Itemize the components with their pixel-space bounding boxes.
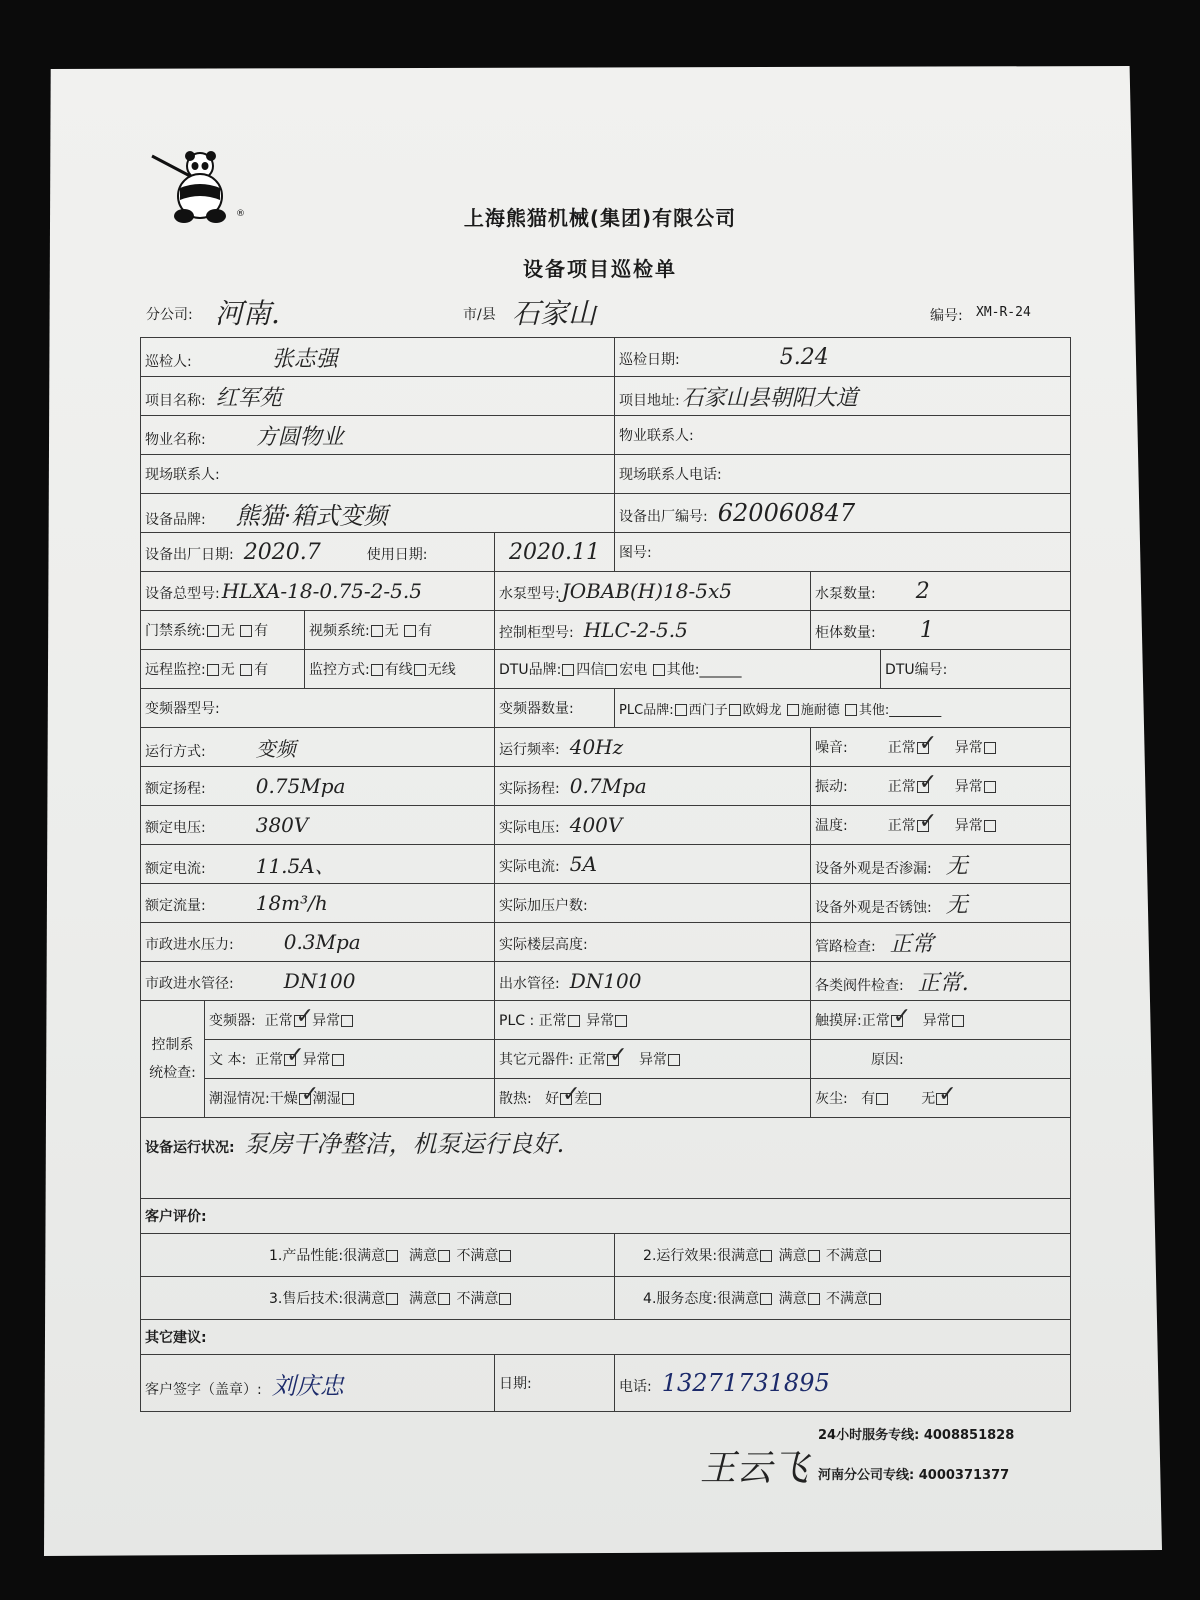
other-suggestions-label: 其它建议:	[145, 1330, 207, 1346]
normal-label: 正常	[578, 1052, 607, 1068]
eval2-very-checkbox[interactable]	[760, 1250, 772, 1262]
normal-label: 正常	[887, 818, 916, 834]
eval4-very-checkbox[interactable]	[760, 1293, 772, 1305]
project-name-value: 红军苑	[215, 385, 282, 411]
customer-eval-label: 客户评价:	[145, 1209, 207, 1225]
param-value-1: DN100	[283, 969, 356, 993]
param-value-3: 正常.	[917, 970, 969, 996]
param-normal-checkbox[interactable]	[917, 820, 929, 832]
dtu-hongdian-checkbox[interactable]	[605, 664, 617, 676]
opt-have-label: 有	[418, 623, 433, 639]
heat-label: 散热:	[499, 1091, 532, 1107]
touchscreen-check-label: 触摸屏:	[815, 1013, 862, 1029]
param-value-1: 0.75Mpa	[255, 774, 346, 798]
plc-abnormal-checkbox[interactable]	[615, 1015, 627, 1027]
humidity-label: 潮湿情况:	[209, 1091, 270, 1107]
param-label-3: 管路检查:	[815, 938, 876, 955]
heat-good-checkbox[interactable]	[560, 1093, 572, 1105]
inspector-value: 张志强	[271, 346, 338, 372]
property-name-label: 物业名称:	[145, 431, 206, 448]
video-none-checkbox[interactable]	[371, 625, 383, 637]
use-date-label: 使用日期:	[366, 546, 428, 563]
plc-opt-label: 欧姆龙	[742, 702, 782, 718]
eval-opt-label: 很满意	[717, 1291, 760, 1307]
touch-normal-checkbox[interactable]	[891, 1015, 903, 1027]
eval1-unsat-checkbox[interactable]	[499, 1250, 511, 1262]
param-value-2: 5A	[569, 852, 597, 876]
vfd-check-label: 变频器:	[209, 1013, 256, 1029]
normal-label: 正常	[538, 1013, 567, 1029]
plc-brand-label: PLC品牌:	[619, 702, 674, 718]
control-check-title-a: 控制系	[151, 1037, 194, 1053]
eval1-sat-checkbox[interactable]	[438, 1250, 450, 1262]
inspect-date-value: 5.24	[779, 344, 829, 370]
param-value-1: 0.3Mpa	[283, 930, 361, 954]
serial-value: 620060847	[717, 499, 856, 527]
cabinet-qty-value: 1	[919, 617, 934, 643]
control-check-title-b: 统检查:	[149, 1065, 196, 1081]
param-value-2: DN100	[569, 969, 642, 993]
pump-qty-label: 水泵数量:	[815, 585, 876, 602]
dtu-sixin-checkbox[interactable]	[562, 664, 574, 676]
brand-value: 熊猫·箱式变频	[235, 501, 388, 530]
dry-checkbox[interactable]	[299, 1093, 311, 1105]
sign-date-label: 日期:	[499, 1376, 532, 1392]
cabinet-model-value: HLC-2-5.5	[583, 618, 688, 642]
dtu-opt-label: 其他:______	[666, 662, 742, 678]
eval-opt-label: 很满意	[343, 1248, 386, 1264]
plc-schneider-checkbox[interactable]	[787, 704, 799, 716]
phone-label: 电话:	[619, 1379, 652, 1395]
param-label-3: 各类阀件检查:	[815, 977, 904, 994]
abnormal-label: 异常	[954, 779, 983, 795]
opt-none-label: 无	[220, 662, 235, 678]
param-label-1: 市政进水管径:	[145, 976, 234, 992]
text-normal-checkbox[interactable]	[284, 1054, 296, 1066]
param-label-2: 出水管径:	[499, 976, 560, 992]
pump-model-value: JOBAB(H)18-5x5	[561, 579, 732, 603]
customer-signature-label: 客户签字（盖章）:	[145, 1381, 262, 1398]
plc-normal-checkbox[interactable]	[568, 1015, 580, 1027]
abnormal-label: 异常	[586, 1013, 615, 1029]
param-label-2: 实际加压户数:	[499, 898, 588, 914]
plc-opt-label: 西门子	[688, 702, 728, 718]
param-abnormal-checkbox[interactable]	[984, 820, 996, 832]
eval-opt-label: 满意	[778, 1248, 807, 1264]
param-normal-checkbox[interactable]	[917, 742, 929, 754]
city-value: 石家山	[512, 297, 597, 330]
param-label-2: 实际电流:	[499, 859, 560, 875]
remote-none-checkbox[interactable]	[207, 664, 219, 676]
eval-opt-label: 不满意	[456, 1291, 499, 1307]
cabinet-qty-label: 柜体数量:	[815, 624, 876, 641]
other-normal-checkbox[interactable]	[607, 1054, 619, 1066]
remote-have-checkbox[interactable]	[240, 664, 252, 676]
text-check-label: 文 本:	[209, 1052, 247, 1068]
company-name: 上海熊猫机械(集团)有限公司	[463, 206, 737, 230]
site-contact-label: 现场联系人:	[145, 467, 220, 483]
property-name-value: 方圆物业	[255, 424, 344, 450]
use-date-value: 2020.11	[509, 539, 600, 565]
param-label-3: 振动:	[815, 779, 848, 795]
param-label-1: 额定流量:	[145, 898, 206, 914]
dust-yes-label: 有	[861, 1091, 876, 1107]
opt-wireless-label: 无线	[427, 662, 456, 678]
param-value-2: 40Hz	[569, 735, 624, 759]
abnormal-label: 异常	[312, 1013, 341, 1029]
abnormal-label: 异常	[302, 1052, 331, 1068]
parameter-row	[141, 923, 1071, 962]
running-status-label: 设备运行状况:	[145, 1140, 235, 1156]
normal-label: 正常	[887, 740, 916, 756]
eval2-unsat-checkbox[interactable]	[869, 1250, 881, 1262]
drawing-no-label: 图号:	[619, 545, 652, 561]
access-have-checkbox[interactable]	[240, 625, 252, 637]
access-none-checkbox[interactable]	[207, 625, 219, 637]
param-label-3: 设备外观是否渗漏:	[815, 860, 932, 877]
eval-opt-label: 满意	[408, 1248, 437, 1264]
inspector-label: 巡检人:	[145, 353, 192, 370]
abnormal-label: 异常	[954, 740, 983, 756]
param-label-2: 实际电压:	[499, 820, 560, 836]
service-hotline: 24小时服务专线: 4008851828	[818, 1428, 1015, 1443]
eval-opt-label: 不满意	[826, 1248, 869, 1264]
param-label-3: 设备外观是否锈蚀:	[815, 899, 932, 916]
dtu-opt-label: 四信	[576, 662, 605, 678]
touch-abnormal-checkbox[interactable]	[952, 1015, 964, 1027]
video-system-label: 视频系统:	[309, 623, 370, 639]
normal-label: 正常	[861, 1013, 890, 1029]
dust-yes-checkbox[interactable]	[876, 1093, 888, 1105]
param-label-1: 市政进水压力:	[145, 937, 234, 953]
opt-wired-label: 有线	[384, 662, 413, 678]
dry-label: 干燥	[269, 1091, 298, 1107]
project-address-label: 项目地址:	[619, 392, 680, 409]
dtu-number-label: DTU编号:	[885, 662, 948, 678]
param-label-1: 额定电压:	[145, 820, 206, 836]
running-status-value: 泵房干净整洁，机泵运行良好.	[244, 1130, 565, 1158]
abnormal-label: 异常	[638, 1052, 667, 1068]
heat-bad-checkbox[interactable]	[589, 1093, 601, 1105]
eval-item-1: 1.产品性能:	[269, 1248, 344, 1264]
abnormal-label: 异常	[922, 1013, 951, 1029]
inspect-date-label: 巡检日期:	[619, 351, 680, 368]
param-value-3: 正常	[889, 931, 934, 957]
param-value-1: 18m³/h	[255, 891, 328, 915]
plc-other-checkbox[interactable]	[845, 704, 857, 716]
param-abnormal-checkbox[interactable]	[984, 781, 996, 793]
mfg-date-value: 2020.7	[243, 539, 321, 565]
project-address-value: 石家山县朝阳大道	[681, 385, 858, 411]
parameter-row	[141, 806, 1071, 845]
pump-model-label: 水泵型号:	[499, 586, 560, 602]
form-title: 设备项目巡检单	[523, 257, 677, 281]
normal-label: 正常	[264, 1013, 293, 1029]
mfg-date-label: 设备出厂日期:	[145, 546, 234, 563]
param-value-3: 无	[945, 892, 968, 918]
vfd-abnormal-checkbox[interactable]	[341, 1015, 353, 1027]
param-label-3: 温度:	[815, 818, 848, 834]
eval-item-2: 2.运行效果:	[643, 1248, 718, 1264]
eval-opt-label: 很满意	[717, 1248, 760, 1264]
good-label: 好	[545, 1091, 560, 1107]
eval-opt-label: 满意	[778, 1291, 807, 1307]
normal-label: 正常	[887, 779, 916, 795]
other-abnormal-checkbox[interactable]	[668, 1054, 680, 1066]
param-value-1: 11.5A、	[255, 853, 335, 878]
city-label: 市/县	[463, 307, 496, 323]
parameter-row	[141, 845, 1071, 884]
model-label: 设备总型号:	[145, 586, 220, 602]
dtu-opt-label: 宏电	[619, 662, 648, 678]
opt-none-label: 无	[384, 623, 399, 639]
wet-checkbox[interactable]	[342, 1093, 354, 1105]
svg-text:®: ®	[236, 209, 245, 219]
param-label-2: 实际扬程:	[499, 781, 560, 797]
abnormal-label: 异常	[954, 818, 983, 834]
henan-hotline: 河南分公司专线: 4000371377	[818, 1468, 1010, 1483]
eval2-sat-checkbox[interactable]	[808, 1250, 820, 1262]
param-value-3: 无	[945, 853, 968, 879]
plc-siemens-checkbox[interactable]	[675, 704, 687, 716]
param-label-1: 额定电流:	[145, 860, 206, 877]
eval4-sat-checkbox[interactable]	[808, 1293, 820, 1305]
wired-checkbox[interactable]	[371, 664, 383, 676]
param-value-2: 400V	[569, 813, 623, 837]
pump-qty-value: 2	[915, 578, 930, 604]
video-have-checkbox[interactable]	[404, 625, 416, 637]
dust-label: 灰尘:	[815, 1091, 848, 1107]
bad-label: 差	[574, 1091, 589, 1107]
code-value: XM-R-24	[976, 305, 1031, 320]
param-label-3: 噪音:	[815, 740, 848, 756]
staff-signature: 王云飞	[700, 1448, 809, 1489]
wet-label: 潮湿	[312, 1091, 341, 1107]
vfd-model-label: 变频器型号:	[145, 701, 220, 717]
eval-opt-label: 不满意	[826, 1291, 869, 1307]
opt-have-label: 有	[254, 662, 269, 678]
param-label-2: 运行频率:	[499, 742, 560, 758]
customer-signature-value: 刘庆忠	[271, 1371, 344, 1400]
wireless-checkbox[interactable]	[414, 664, 426, 676]
eval4-unsat-checkbox[interactable]	[869, 1293, 881, 1305]
param-value-1: 变频	[255, 736, 296, 761]
vfd-normal-checkbox[interactable]	[294, 1015, 306, 1027]
inspection-form-table	[140, 337, 1071, 1412]
normal-label: 正常	[255, 1052, 284, 1068]
eval1-very-checkbox[interactable]	[386, 1250, 398, 1262]
param-value-2: 0.7Mpa	[569, 774, 647, 798]
eval-item-4: 4.服务态度:	[643, 1291, 718, 1307]
eval3-unsat-checkbox[interactable]	[499, 1293, 511, 1305]
param-abnormal-checkbox[interactable]	[984, 742, 996, 754]
param-label-1: 额定扬程:	[145, 781, 206, 797]
branch-label: 分公司:	[146, 307, 193, 323]
model-value: HLXA-18-0.75-2-5.5	[221, 579, 422, 603]
dust-no-checkbox[interactable]	[936, 1093, 948, 1105]
site-phone-label: 现场联系人电话:	[619, 467, 722, 483]
plc-opt-label: 其他:________	[858, 702, 942, 718]
parameter-rows	[141, 728, 1071, 1001]
remote-monitor-label: 远程监控:	[145, 662, 206, 678]
param-label-2: 实际楼层高度:	[499, 937, 588, 953]
project-name-label: 项目名称:	[145, 392, 206, 409]
dust-no-label: 无	[921, 1091, 936, 1107]
plc-check-label: PLC :	[499, 1013, 535, 1029]
param-label-1: 运行方式:	[145, 743, 206, 760]
opt-have-label: 有	[254, 623, 269, 639]
brand-label: 设备品牌:	[145, 511, 206, 528]
phone-value: 13271731895	[661, 1369, 830, 1397]
property-contact-label: 物业联系人:	[619, 428, 694, 444]
reason-label: 原因:	[871, 1052, 904, 1068]
dtu-other-checkbox[interactable]	[653, 664, 665, 676]
access-control-label: 门禁系统:	[145, 623, 206, 639]
eval-opt-label: 满意	[408, 1291, 437, 1307]
param-normal-checkbox[interactable]	[917, 781, 929, 793]
eval3-very-checkbox[interactable]	[386, 1293, 398, 1305]
eval-opt-label: 不满意	[456, 1248, 499, 1264]
opt-none-label: 无	[220, 623, 235, 639]
code-label: 编号:	[930, 308, 963, 324]
parameter-row	[141, 767, 1071, 806]
parameter-row	[141, 728, 1071, 767]
branch-value: 河南.	[215, 297, 280, 330]
serial-label: 设备出厂编号:	[619, 509, 708, 525]
parameter-row	[141, 962, 1071, 1001]
monitor-mode-label: 监控方式:	[309, 662, 370, 678]
eval-item-3: 3.售后技术:	[269, 1291, 344, 1307]
parameter-row	[141, 884, 1071, 923]
eval3-sat-checkbox[interactable]	[438, 1293, 450, 1305]
plc-opt-label: 施耐德	[800, 702, 840, 718]
dtu-brand-label: DTU品牌:	[499, 662, 562, 678]
eval-opt-label: 很满意	[343, 1291, 386, 1307]
other-parts-label: 其它元器件:	[499, 1052, 574, 1068]
cabinet-model-label: 控制柜型号:	[499, 625, 574, 641]
vfd-qty-label: 变频器数量:	[499, 701, 574, 717]
param-value-1: 380V	[255, 813, 309, 837]
plc-omron-checkbox[interactable]	[729, 704, 741, 716]
text-abnormal-checkbox[interactable]	[332, 1054, 344, 1066]
